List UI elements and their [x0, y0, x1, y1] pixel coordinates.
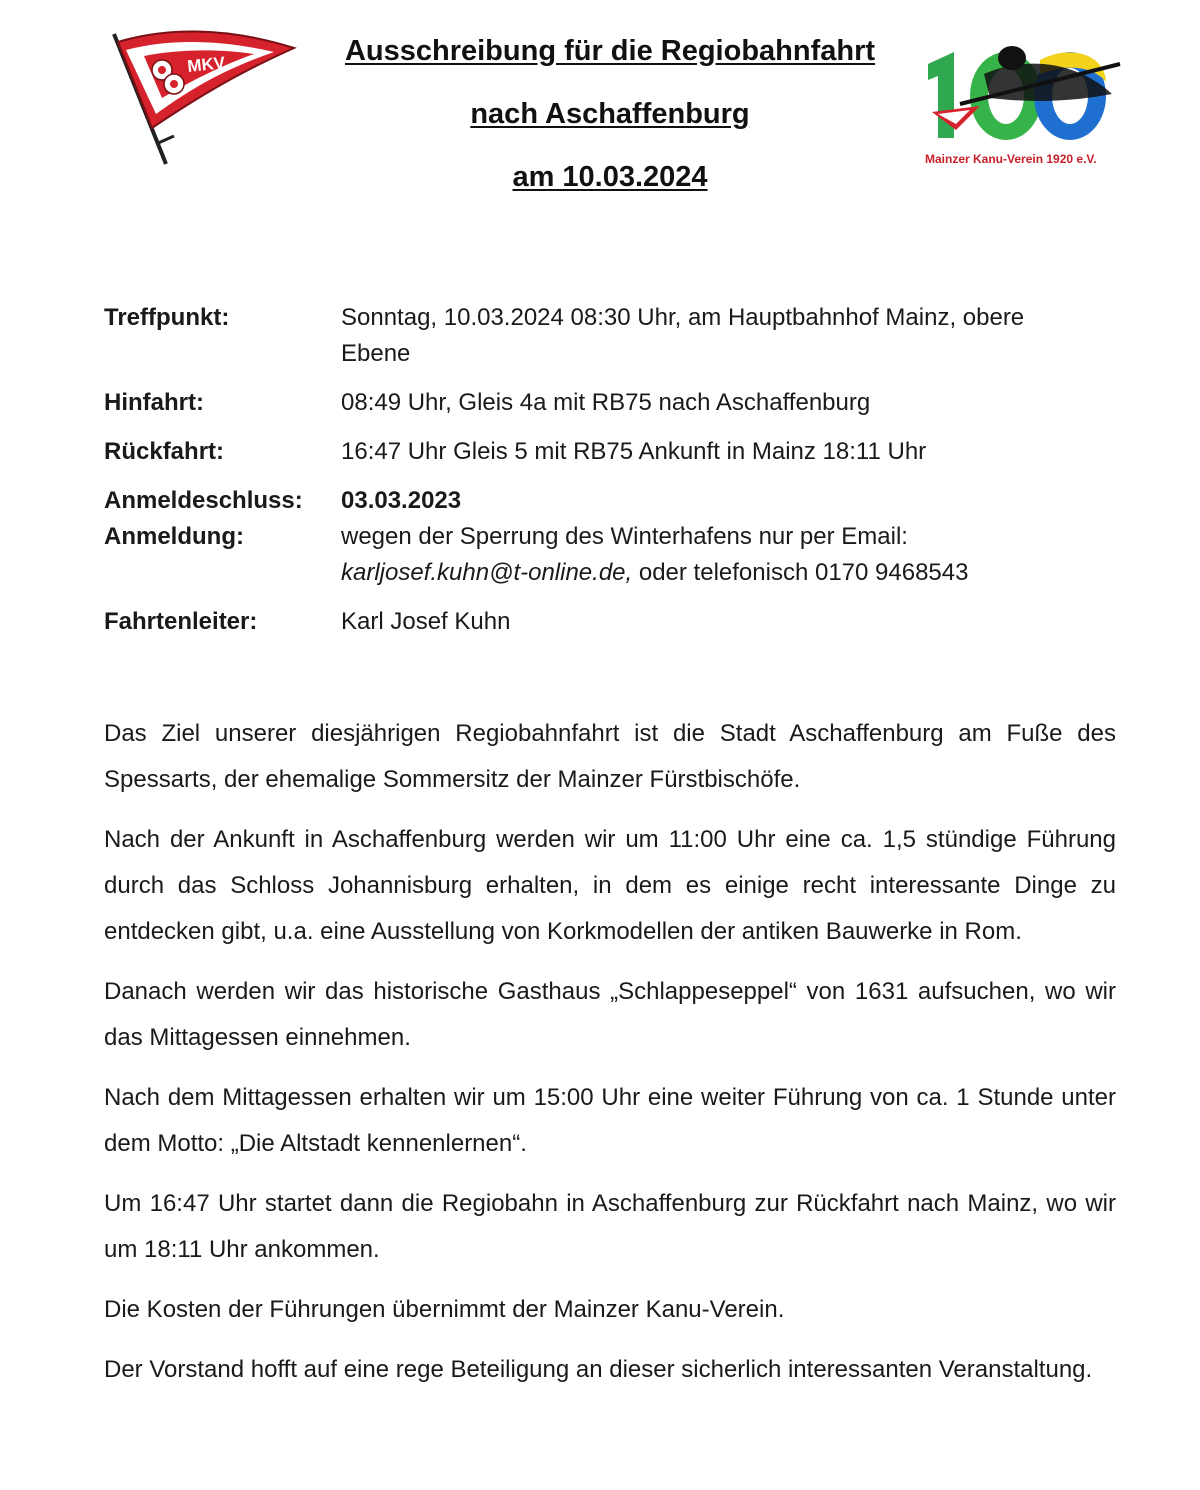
club-caption: Mainzer Kanu-Verein 1920 e.V. — [925, 152, 1097, 166]
value-treffpunkt — [341, 300, 1116, 372]
value-treffpunkt-line1: Sonntag, 10.03.2024 08:30 Uhr, am Hauptbahnhof Mainz, obere — [341, 304, 1025, 331]
document-title — [310, 20, 910, 209]
phone-text: oder telefonisch 0170 9468543 — [632, 559, 969, 586]
label-fahrtenleiter: Fahrtenleiter: — [104, 608, 258, 635]
info-row-hinfahrt — [104, 385, 1116, 421]
label-anmeldung: Anmeldung: — [104, 523, 244, 550]
value-anmeldung-line1: wegen der Sperrung des Winterhafens nur per Email: — [341, 523, 908, 550]
info-row-rueckfahrt — [104, 434, 1116, 470]
anniversary-100-logo — [920, 34, 1130, 170]
info-row-fahrtenleiter — [104, 604, 1116, 640]
value-anmeldung-line2 — [341, 555, 1116, 591]
paragraph: Danach werden wir das historische Gasthaus „Schlappeseppel“ von 1631 aufsuchen, wo wir das Mittagessen einnehmen. — [104, 978, 1116, 1051]
info-row-anmeldung — [104, 519, 1116, 591]
value-treffpunkt-line2: Ebene — [341, 340, 411, 367]
label-anmeldeschluss: Anmeldeschluss: — [104, 487, 303, 514]
value-hinfahrt: 08:49 Uhr, Gleis 4a mit RB75 nach Aschaffenburg — [341, 389, 871, 416]
value-anmeldeschluss: 03.03.2023 — [341, 487, 462, 514]
label-rueckfahrt: Rückfahrt: — [104, 438, 225, 465]
label-hinfahrt: Hinfahrt: — [104, 389, 204, 416]
info-row-treffpunkt — [104, 300, 1116, 372]
info-row-anmeldeschluss — [104, 483, 1116, 519]
value-fahrtenleiter: Karl Josef Kuhn — [341, 608, 511, 635]
label-treffpunkt: Treffpunkt: — [104, 304, 230, 331]
trip-info — [104, 300, 1116, 640]
paragraph: Nach dem Mittagessen erhalten wir um 15:00 Uhr eine weiter Führung von ca. 1 Stunde unter dem Motto: „Die Altstadt kennenlernen“. — [104, 1084, 1116, 1157]
title-line-3: am 10.03.2024 — [512, 161, 708, 193]
value-rueckfahrt: 16:47 Uhr Gleis 5 mit RB75 Ankunft in Mainz 18:11 Uhr — [341, 438, 927, 465]
paragraph: Die Kosten der Führungen übernimmt der Mainzer Kanu-Verein. — [104, 1296, 785, 1323]
flag-lettering: MKV — [186, 53, 226, 76]
title-line-1: Ausschreibung für die Regiobahnfahrt — [344, 35, 876, 67]
value-anmeldung — [341, 519, 1116, 591]
paragraph: Der Vorstand hofft auf eine rege Beteiligung an dieser sicherlich interessanten Veranstaltung. — [104, 1356, 1093, 1383]
mkv-flag-logo — [104, 26, 304, 170]
paragraph: Nach der Ankunft in Aschaffenburg werden wir um 11:00 Uhr eine ca. 1,5 stündige Führung durch das Schloss Johannisburg erhalten, in dem es einige recht interessante Dinge zu entdecken gibt, u.a. eine Ausstellung von Korkmodellen der antiken Bauwerke in Rom. — [104, 826, 1116, 945]
description — [104, 711, 1116, 1407]
title-line-2: nach Aschaffenburg — [470, 98, 750, 130]
paragraph: Um 16:47 Uhr startet dann die Regiobahn in Aschaffenburg zur Rückfahrt nach Mainz, wo wir um 18:11 Uhr ankommen. — [104, 1190, 1116, 1263]
email-link[interactable]: karljosef.kuhn@t-online.de, — [341, 559, 633, 586]
paragraph: Das Ziel unserer diesjährigen Regiobahnfahrt ist die Stadt Aschaffenburg am Fuße des Spessarts, der ehemalige Sommersitz der Mainzer Fürstbischöfe. — [104, 720, 1116, 793]
